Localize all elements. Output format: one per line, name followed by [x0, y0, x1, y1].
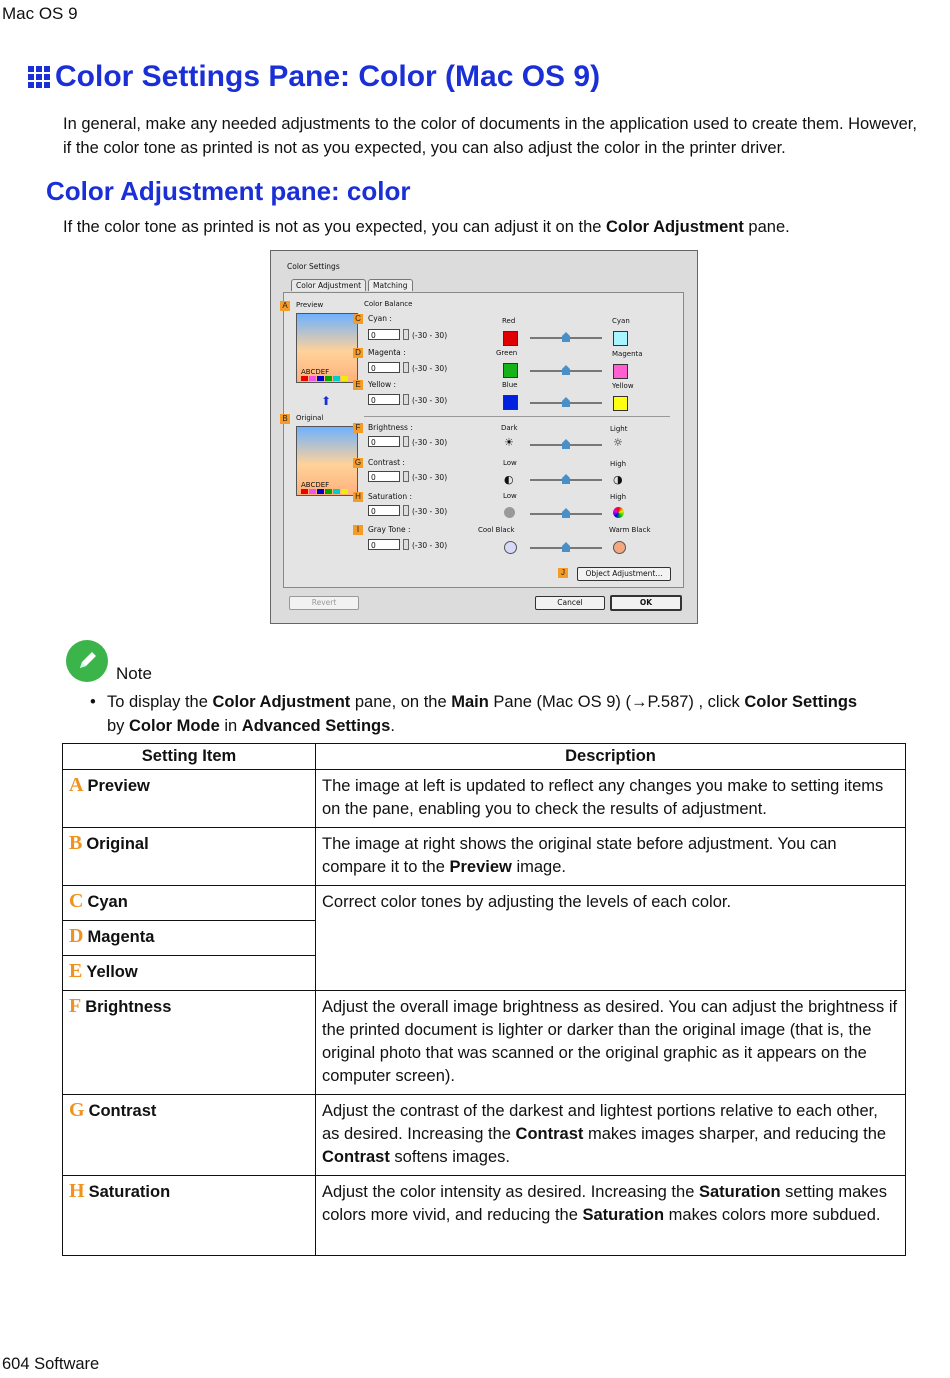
contrast-label: Contrast :	[368, 458, 405, 467]
callout-b: B	[280, 414, 290, 424]
intro-paragraph: In general, make any needed adjustments to the color of documents in the application used to create them. However, if the color tone as printed is not as you expected, you can also adjust the color in the printer driver.	[63, 115, 917, 157]
page-title	[28, 60, 600, 94]
table-row	[63, 1176, 906, 1256]
saturation-high-label: High	[610, 493, 627, 501]
header-description: Description	[316, 744, 906, 770]
yellow-swatch	[613, 396, 628, 411]
ok-button[interactable]: OK	[610, 595, 682, 611]
saturation-high-icon	[613, 507, 624, 518]
slider-thumb[interactable]	[562, 397, 570, 407]
original-sample-text: ABCDEF	[301, 481, 330, 489]
contrast-high-label: High	[610, 460, 627, 468]
preview-image	[296, 313, 358, 383]
blue-swatch	[503, 395, 518, 410]
cyan-label: Cyan :	[368, 314, 392, 323]
brightness-range: (-30 - 30)	[412, 438, 448, 447]
original-swatches	[301, 489, 348, 494]
original-label: Original	[296, 414, 324, 422]
saturation-label: Saturation :	[368, 492, 413, 501]
green-label: Green	[496, 349, 518, 357]
saturation-slider[interactable]	[530, 513, 602, 515]
magenta-label: Magenta :	[368, 348, 406, 357]
cyan-field[interactable]: 0	[368, 329, 400, 340]
cyan-stepper[interactable]	[403, 329, 409, 340]
arrow-up-icon: ⬆	[321, 394, 332, 408]
page-title-text: Color Settings Pane: Color (Mac OS 9)	[55, 60, 601, 93]
slider-thumb[interactable]	[562, 439, 570, 449]
note-bullet	[90, 690, 910, 738]
callout-i: I	[353, 525, 363, 535]
page-footer: 604 Software	[2, 1355, 100, 1373]
item-brightness: F Brightness	[63, 991, 316, 1095]
light-label: Light	[610, 425, 628, 433]
yellow-stepper[interactable]	[403, 394, 409, 405]
light-sun-icon: ☼	[613, 436, 623, 449]
green-swatch	[503, 363, 518, 378]
table-row	[63, 770, 906, 828]
callout-f: F	[353, 423, 363, 433]
gray-tone-stepper[interactable]	[403, 539, 409, 550]
slider-thumb[interactable]	[562, 474, 570, 484]
contrast-range: (-30 - 30)	[412, 473, 448, 482]
yellow-label: Yellow :	[368, 380, 397, 389]
brightness-field[interactable]: 0	[368, 436, 400, 447]
item-cyan: C Cyan	[63, 886, 316, 921]
subintro-paragraph: If the color tone as printed is not as you expected, you can adjust it on the Color Adjustment pane.	[63, 218, 790, 236]
section-grid-icon	[28, 66, 50, 88]
slider-thumb[interactable]	[562, 332, 570, 342]
item-yellow: E Yellow	[63, 956, 316, 991]
magenta-stepper[interactable]	[403, 362, 409, 373]
tab-matching[interactable]: Matching	[368, 279, 412, 291]
callout-c: C	[353, 314, 363, 324]
note-label: Note	[116, 664, 152, 683]
bullet-dot: •	[90, 693, 96, 711]
yellow-field[interactable]: 0	[368, 394, 400, 405]
preview-sample-text: ABCDEF	[301, 368, 330, 376]
gray-tone-label: Gray Tone :	[368, 525, 411, 534]
color-settings-dialog	[270, 250, 698, 624]
saturation-stepper[interactable]	[403, 505, 409, 516]
callout-e: E	[353, 380, 363, 390]
saturation-field[interactable]: 0	[368, 505, 400, 516]
section-heading: Color Adjustment pane: color	[46, 176, 411, 206]
contrast-slider[interactable]	[530, 479, 602, 481]
callout-d: D	[353, 348, 363, 358]
settings-table	[62, 743, 906, 1256]
desc-original: The image at right shows the original state before adjustment. You can compare it to the Preview image.	[316, 828, 906, 886]
item-contrast: G Contrast	[63, 1095, 316, 1176]
desc-contrast: Adjust the contrast of the darkest and lightest portions relative to each other, as desired. Increasing the Contrast makes images sharper, and reducing the Contrast softens images.	[316, 1095, 906, 1176]
saturation-range: (-30 - 30)	[412, 507, 448, 516]
gray-tone-slider[interactable]	[530, 547, 602, 549]
saturation-low-icon	[504, 507, 515, 518]
magenta-swatch	[613, 364, 628, 379]
item-saturation: H Saturation	[63, 1176, 316, 1256]
table-row	[63, 886, 906, 921]
slider-thumb[interactable]	[562, 542, 570, 552]
blue-label: Blue	[502, 381, 518, 389]
contrast-low-label: Low	[503, 459, 517, 467]
red-swatch	[503, 331, 518, 346]
dialog-title: Color Settings	[287, 262, 340, 271]
dark-sun-icon: ☀	[504, 436, 514, 449]
item-preview: A Preview	[63, 770, 316, 828]
desc-color-balance: Correct color tones by adjusting the levels of each color.	[316, 886, 906, 991]
contrast-field[interactable]: 0	[368, 471, 400, 482]
gray-tone-range: (-30 - 30)	[412, 541, 448, 550]
note-pencil-icon	[66, 640, 108, 682]
red-label: Red	[502, 317, 516, 325]
saturation-low-label: Low	[503, 492, 517, 500]
brightness-stepper[interactable]	[403, 436, 409, 447]
divider	[364, 416, 670, 417]
contrast-high-icon: ◑	[613, 473, 623, 486]
cool-black-icon	[504, 541, 517, 554]
warm-black-icon	[613, 541, 626, 554]
preview-swatches	[301, 376, 348, 381]
revert-button[interactable]: Revert	[289, 596, 359, 610]
header-setting-item: Setting Item	[63, 744, 316, 770]
color-adjustment-panel	[283, 292, 684, 588]
cyan-range: (-30 - 30)	[412, 331, 448, 340]
running-head: Mac OS 9	[2, 4, 78, 23]
cancel-button[interactable]: Cancel	[535, 596, 605, 610]
cyan-slider[interactable]	[530, 337, 602, 339]
brightness-slider[interactable]	[530, 444, 602, 446]
magenta-right-label: Magenta	[612, 350, 643, 358]
contrast-low-icon: ◐	[504, 473, 514, 486]
callout-g: G	[354, 458, 362, 467]
dialog-tabs	[291, 279, 415, 291]
warm-black-label: Warm Black	[609, 526, 651, 534]
desc-brightness: Adjust the overall image brightness as desired. You can adjust the brightness if the printed document is lighter or darker than the original image (that is, the original photo that was scanned or the original graphic as it appears on the computer screen).	[316, 991, 906, 1095]
cyan-right-label: Cyan	[612, 317, 630, 325]
callout-j: J	[558, 568, 568, 578]
yellow-slider[interactable]	[530, 402, 602, 404]
item-original: B Original	[63, 828, 316, 886]
cyan-swatch	[613, 331, 628, 346]
slider-thumb[interactable]	[562, 365, 570, 375]
magenta-range: (-30 - 30)	[412, 364, 448, 373]
tab-color-adjustment[interactable]: Color Adjustment	[291, 279, 366, 291]
preview-label: Preview	[296, 301, 324, 309]
slider-thumb[interactable]	[562, 508, 570, 518]
cool-black-label: Cool Black	[478, 526, 515, 534]
brightness-label: Brightness :	[368, 423, 413, 432]
table-header-row	[63, 744, 906, 770]
original-image	[296, 426, 358, 496]
callout-h: H	[353, 492, 363, 502]
object-adjustment-button[interactable]: Object Adjustment...	[577, 567, 671, 581]
magenta-slider[interactable]	[530, 370, 602, 372]
callout-a: A	[280, 301, 290, 311]
yellow-right-label: Yellow	[612, 382, 634, 390]
desc-saturation: Adjust the color intensity as desired. Increasing the Saturation setting makes colors more vivid, and reducing the Saturation makes colors more subdued.	[316, 1176, 906, 1256]
table-row	[63, 1095, 906, 1176]
color-balance-label: Color Balance	[364, 300, 413, 308]
item-magenta: D Magenta	[63, 921, 316, 956]
dark-label: Dark	[501, 424, 518, 432]
table-row	[63, 828, 906, 886]
note-text: To display the Color Adjustment pane, on the Main Pane (Mac OS 9) (→P.587) , click Color Settings by Color Mode in Advanced Settings.	[107, 693, 858, 735]
gray-tone-field[interactable]: 0	[368, 539, 400, 550]
table-row	[63, 991, 906, 1095]
magenta-field[interactable]: 0	[368, 362, 400, 373]
yellow-range: (-30 - 30)	[412, 396, 448, 405]
contrast-stepper[interactable]	[403, 471, 409, 482]
desc-preview: The image at left is updated to reflect any changes you make to setting items on the pane, enabling you to check the results of adjustment.	[316, 770, 906, 828]
